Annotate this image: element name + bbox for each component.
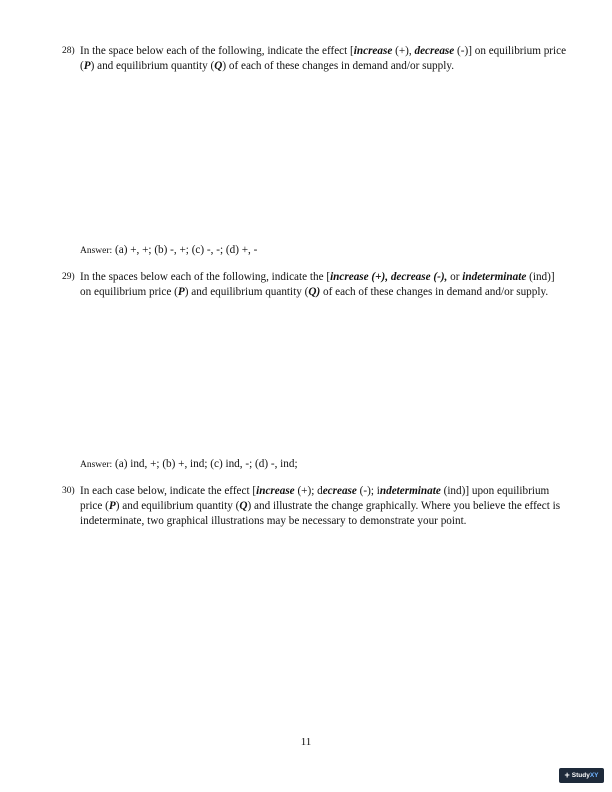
- question-number: 28): [62, 46, 75, 56]
- emphasis-text: increase: [353, 45, 393, 57]
- answer-28: [80, 243, 257, 259]
- emphasis-text: ndeterminate: [379, 485, 441, 497]
- plus-icon: +: [564, 770, 570, 780]
- text-run: In each case below, indicate the effect [: [80, 485, 257, 497]
- question-28: [62, 44, 568, 74]
- question-text: [80, 270, 568, 300]
- logo-text-study: Study: [571, 772, 590, 779]
- emphasis-text: indeterminate: [462, 271, 527, 283]
- text-run: In the spaces below each of the following, indicate the [: [80, 271, 331, 283]
- logo-text-xy: XY: [589, 772, 599, 779]
- emphasis-text: P: [83, 60, 91, 72]
- emphasis-text: Q: [214, 60, 223, 72]
- text-run: In the space below each of the following, indicate the effect [: [80, 45, 354, 57]
- question-text: [80, 44, 568, 74]
- text-run: ) and equilibrium quantity (: [115, 500, 240, 512]
- emphasis-text: decrease: [414, 45, 455, 57]
- emphasis-text: Q): [308, 286, 321, 298]
- text-run: (ind)] upon equilibrium price (: [80, 485, 550, 512]
- emphasis-text: increase (+), decrease (-),: [330, 271, 448, 283]
- text-run: (ind)] on equilibrium price (: [80, 271, 555, 298]
- text-run: ) and equilibrium quantity (: [184, 286, 309, 298]
- page-number: 11: [300, 736, 312, 748]
- answer-text: (a) ind, +; (b) +, ind; (c) ind, -; (d) -, ind;: [115, 458, 298, 470]
- text-run: (-); i: [356, 485, 380, 497]
- emphasis-text: ecrease: [322, 485, 357, 497]
- text-run: ) of each of these changes in demand and/or supply.: [222, 60, 454, 72]
- question-text: [80, 484, 568, 529]
- question-30: [62, 484, 568, 529]
- answer-text: (a) +, +; (b) -, +; (c) -, -; (d) +, -: [115, 244, 258, 256]
- text-run: or: [447, 271, 463, 283]
- studyxy-logo[interactable]: [559, 768, 604, 783]
- answer-label: Answer:: [80, 460, 113, 470]
- emphasis-text: Q: [239, 500, 248, 512]
- emphasis-text: P: [108, 500, 116, 512]
- answer-29: [80, 457, 298, 473]
- question-number: 29): [62, 272, 75, 282]
- text-run: of each of these changes in demand and/or supply.: [320, 286, 549, 298]
- emphasis-text: increase: [256, 485, 295, 497]
- question-number: 30): [62, 486, 75, 496]
- text-run: (+),: [392, 45, 415, 57]
- text-run: (+); d: [294, 485, 323, 497]
- text-run: ) and illustrate the change graphically. Where you believe the effect is indeterminate, two graphical illustrations may be necessary to demonstrate your point.: [80, 500, 561, 527]
- emphasis-text: P: [177, 286, 185, 298]
- answer-label: Answer:: [80, 246, 113, 256]
- question-29: [62, 270, 568, 300]
- text-run: (-)] on equilibrium price (: [80, 45, 567, 72]
- text-run: ) and equilibrium quantity (: [90, 60, 215, 72]
